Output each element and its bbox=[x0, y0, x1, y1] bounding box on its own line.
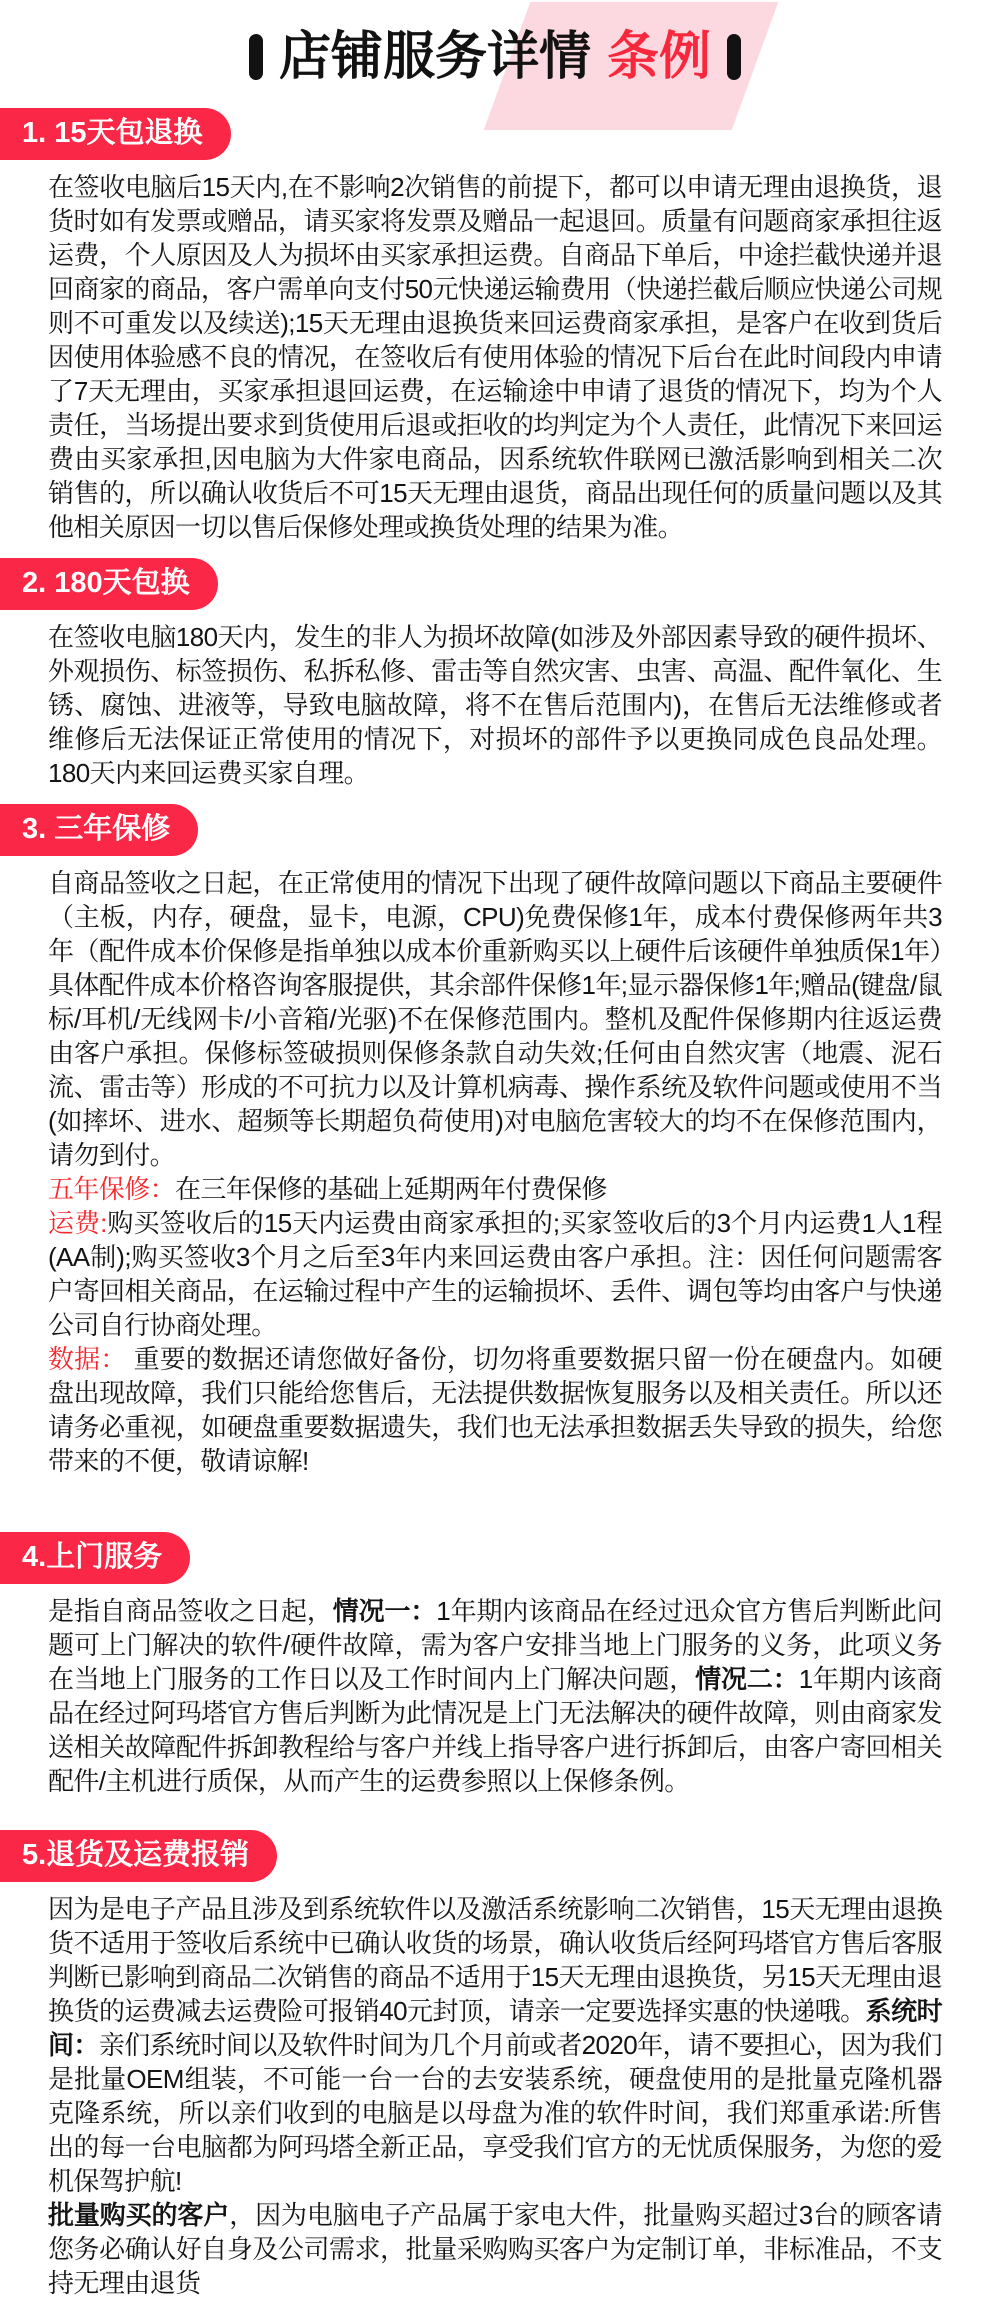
section-badge: 5.退货及运费报销 bbox=[0, 1830, 277, 1882]
text-run: 是指自商品签收之日起， bbox=[48, 1596, 333, 1627]
text-run: 亲们系统时间以及软件时间为几个月前或者2020年，请不要担心，因为我们是批量OEM组装，不可能一台一台的去安装系统，硬盘使用的是批量克隆机器克隆系统，所以亲们收到的电脑是以母盘为准的软件时间，我们郑重承诺:所售出的每一台电脑都为阿玛塔全新正品，享受我们官方的无忧质保服务，为您的爱机保驾护航! bbox=[48, 2030, 942, 2197]
section-paragraph bbox=[48, 1892, 942, 2198]
section-badge: 4.上门服务 bbox=[0, 1532, 190, 1584]
title-bar-left-icon bbox=[249, 34, 263, 80]
section-paragraph bbox=[48, 1594, 942, 1798]
service-section-4 bbox=[0, 1478, 990, 1798]
title-text-red: 条例 bbox=[607, 28, 712, 86]
text-run: 购买签收后的15天内运费由商家承担的;买家签收后的3个月内运费1人1程(AA制);购买签收3个月之后至3年内来回运费由客户承担。注：因任何问题需客户寄回相关商品，在运输过程中产生的运输损坏、丢件、调包等均由客户与快递公司自行协商处理。 bbox=[48, 1208, 942, 1341]
page-title bbox=[249, 26, 741, 88]
text-run: 自商品签收之日起，在正常使用的情况下出现了硬件故障问题以下商品主要硬件（主板，内存，硬盘，显卡，电源，CPU)免费保修1年，成本付费保修两年共3年（配件成本价保修是指单独以成本价重新购买以上硬件后该硬件单独质保1年）具体配件成本价格咨询客服提供，其余部件保修1年;显示器保修1年;赠品(键盘/鼠标/耳机/无线网卡/小音箱/光驱)不在保修范围内。整机及配件保修期内往返运费由客户承担。保修标签破损则保修条款自动失效;任何由自然灾害（地震、泥石流、雷击等）形成的不可抗力以及计算机病毒、操作系统及软件问题或使用不当(如摔坏、进水、超频等长期超负荷使用)对电脑危害较大的均不在保修范围内，请勿到付。 bbox=[48, 868, 942, 1171]
section-paragraph bbox=[48, 1206, 942, 1342]
text-run-bold: 系统时间： bbox=[48, 1996, 942, 2061]
text-run-red: 五年保修： bbox=[48, 1174, 176, 1205]
service-section-2 bbox=[0, 544, 990, 790]
text-run: 1年期内该商品在经过迅众官方售后判断此问题可上门解决的软件/硬件故障，需为客户安排当地上门服务的义务，此项义务在当地上门服务的工作日以及工作时间内上门解决问题， bbox=[48, 1596, 942, 1695]
service-section-1 bbox=[0, 94, 990, 544]
sections-container bbox=[0, 94, 990, 2300]
text-run: 重要的数据还请您做好备份，切勿将重要数据只留一份在硬盘内。如硬盘出现故障，我们只能给您售后，无法提供数据恢复服务以及相关责任。所以还请务必重视，如硬盘重要数据遗失，我们也无法承担数据丢失导致的损失，给您带来的不便，敬请谅解! bbox=[48, 1344, 943, 1477]
section-paragraph bbox=[48, 866, 942, 1172]
text-run: 在三年保修的基础上延期两年付费保修 bbox=[175, 1174, 607, 1205]
text-run-red: 运费: bbox=[48, 1208, 107, 1239]
service-section-5 bbox=[0, 1798, 990, 2300]
text-run-red: 数据： bbox=[48, 1344, 127, 1375]
text-run: 在签收电脑180天内，发生的非人为损坏故障(如涉及外部因素导致的硬件损坏、外观损伤、标签损伤、私拆私修、雷击等自然灾害、虫害、高温、配件氧化、生锈、腐蚀、进液等，导致电脑故障，将不在售后范围内)，在售后无法维修或者维修后无法保证正常使用的情况下，对损坏的部件予以更换同成色良品处理。180天内来回运费买家自理。 bbox=[48, 622, 942, 789]
section-badge: 1. 15天包退换 bbox=[0, 108, 231, 160]
text-run: ，因为电脑电子产品属于家电大件，批量购买超过3台的顾客请您务必确认好自身及公司需求，批量采购购买客户为定制订单，非标准品，不支持无理由退货 bbox=[48, 2200, 942, 2299]
text-run: 因为是电子产品且涉及到系统软件以及激活系统影响二次销售，15天无理由退换货不适用于签收后系统中已确认收货的场景，确认收货后经阿玛塔官方售后客服判断已影响到商品二次销售的商品不适用于15天无理由退换货，另15天无理由退换货的运费减去运费险可报销40元封顶，请亲一定要选择实惠的快递哦。 bbox=[48, 1894, 942, 2027]
title-bar-right-icon bbox=[727, 34, 741, 80]
text-run: 1年期内该商品在经过阿玛塔官方售后判断为此情况是上门无法解决的硬件故障，则由商家发送相关故障配件拆卸教程给与客户并线上指导客户进行拆卸后，由客户寄回相关配件/主机进行质保，从而产生的运费参照以上保修条例。 bbox=[48, 1664, 942, 1797]
title-text-black: 店铺服务详情 bbox=[278, 28, 591, 86]
section-paragraph bbox=[48, 2198, 942, 2300]
text-run-bold: 情况一： bbox=[332, 1596, 437, 1627]
section-paragraph bbox=[48, 1172, 942, 1206]
section-paragraph bbox=[48, 170, 942, 544]
section-paragraph bbox=[48, 1342, 942, 1478]
section-paragraph bbox=[48, 620, 942, 790]
text-run-bold: 批量购买的客户 bbox=[48, 2200, 230, 2231]
page-header bbox=[0, 0, 990, 94]
text-run: 在签收电脑后15天内,在不影响2次销售的前提下，都可以申请无理由退换货，退货时如有发票或赠品，请买家将发票及赠品一起退回。质量有问题商家承担往返运费，个人原因及人为损坏由买家承担运费。自商品下单后，中途拦截快递并退回商家的商品，客户需单向支付50元快递运输费用（快递拦截后顺应快递公司规则不可重发以及续送);15天无理由退换货来回运费商家承担，是客户在收到货后因使用体验感不良的情况，在签收后有使用体验的情况下后台在此时间段内申请了7天无理由，买家承担退回运费，在运输途中申请了退货的情况下，均为个人责任，当场提出要求到货使用后退或拒收的均判定为个人责任，此情况下来回运费由买家承担,因电脑为大件家电商品，因系统软件联网已激活影响到相关二次销售的，所以确认收货后不可15天无理由退货，商品出现任何的质量问题以及其他相关原因一切以售后保修处理或换货处理的结果为准。 bbox=[48, 172, 942, 543]
service-section-3 bbox=[0, 790, 990, 1478]
text-run-bold: 情况二： bbox=[695, 1664, 799, 1695]
section-badge: 2. 180天包换 bbox=[0, 558, 218, 610]
section-badge: 3. 三年保修 bbox=[0, 804, 198, 856]
